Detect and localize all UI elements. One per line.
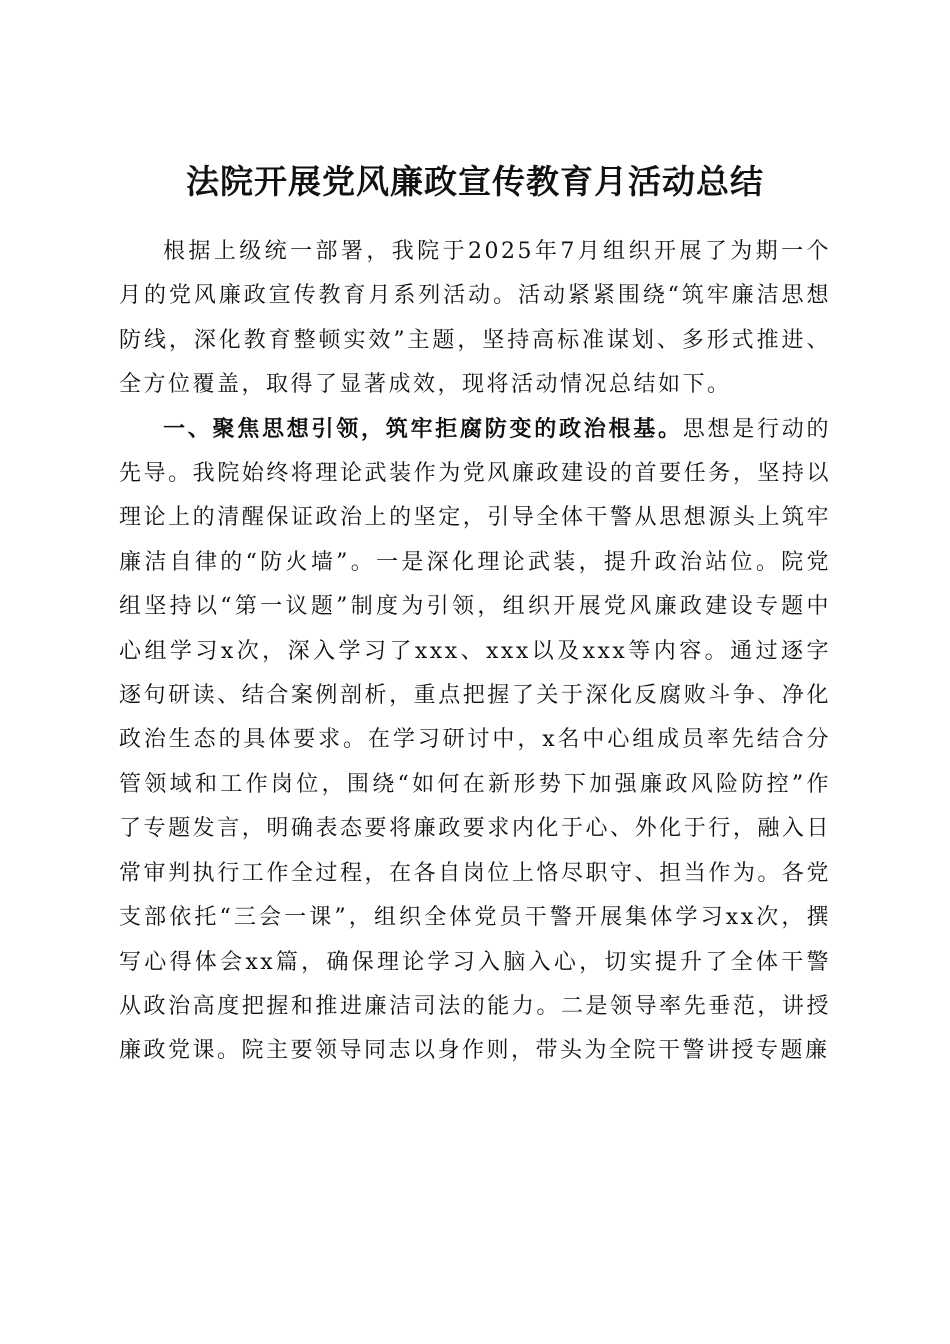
document-title: 法院开展党风廉政宣传教育月活动总结 <box>186 162 764 202</box>
paragraph-intro <box>119 230 831 408</box>
paragraph-section-one <box>119 408 831 1074</box>
section-one-text: 思想是行动的先导。我院始终将理论武装作为党风廉政建设的首要任务，坚持以理论上的清醒保证政治上的坚定，引导全体干警从思想源头上筑牢廉洁自律的“防火墙”。一是深化理论武装，提升政治站位。院党组坚持以“第一议题”制度为引领，组织开展党风廉政建设专题中心组学习x次，深入学习了xxx、xxx以及xxx等内容。通过逐字逐句研读、结合案例剖析，重点把握了关于深化反腐败斗争、净化政治生态的具体要求。在学习研讨中，x名中心组成员率先结合分管领域和工作岗位，围绕“如何在新形势下加强廉政风险防控”作了专题发言，明确表态要将廉政要求内化于心、外化于行，融入日常审判执行工作全过程，在各自岗位上恪尽职守、担当作为。各党支部依托“三会一课”，组织全体党员干警开展集体学习xx次，撰写心得体会xx篇，确保理论学习入脑入心，切实提升了全体干警从政治高度把握和推进廉洁司法的能力。二是领导率先垂范，讲授廉政党课。院主要领导同志以身作则，带头为全院干警讲授专题廉 <box>119 416 831 1064</box>
document-body <box>119 230 831 1074</box>
section-one-heading: 一、聚焦思想引领，筑牢拒腐防变的政治根基。 <box>163 416 683 442</box>
paragraph-intro-text: 根据上级统一部署，我院于2025年7月组织开展了为期一个月的党风廉政宣传教育月系列活动。活动紧紧围绕“筑牢廉洁思想防线，深化教育整顿实效”主题，坚持高标准谋划、多形式推进、全方位覆盖，取得了显著成效，现将活动情况总结如下。 <box>119 239 831 398</box>
